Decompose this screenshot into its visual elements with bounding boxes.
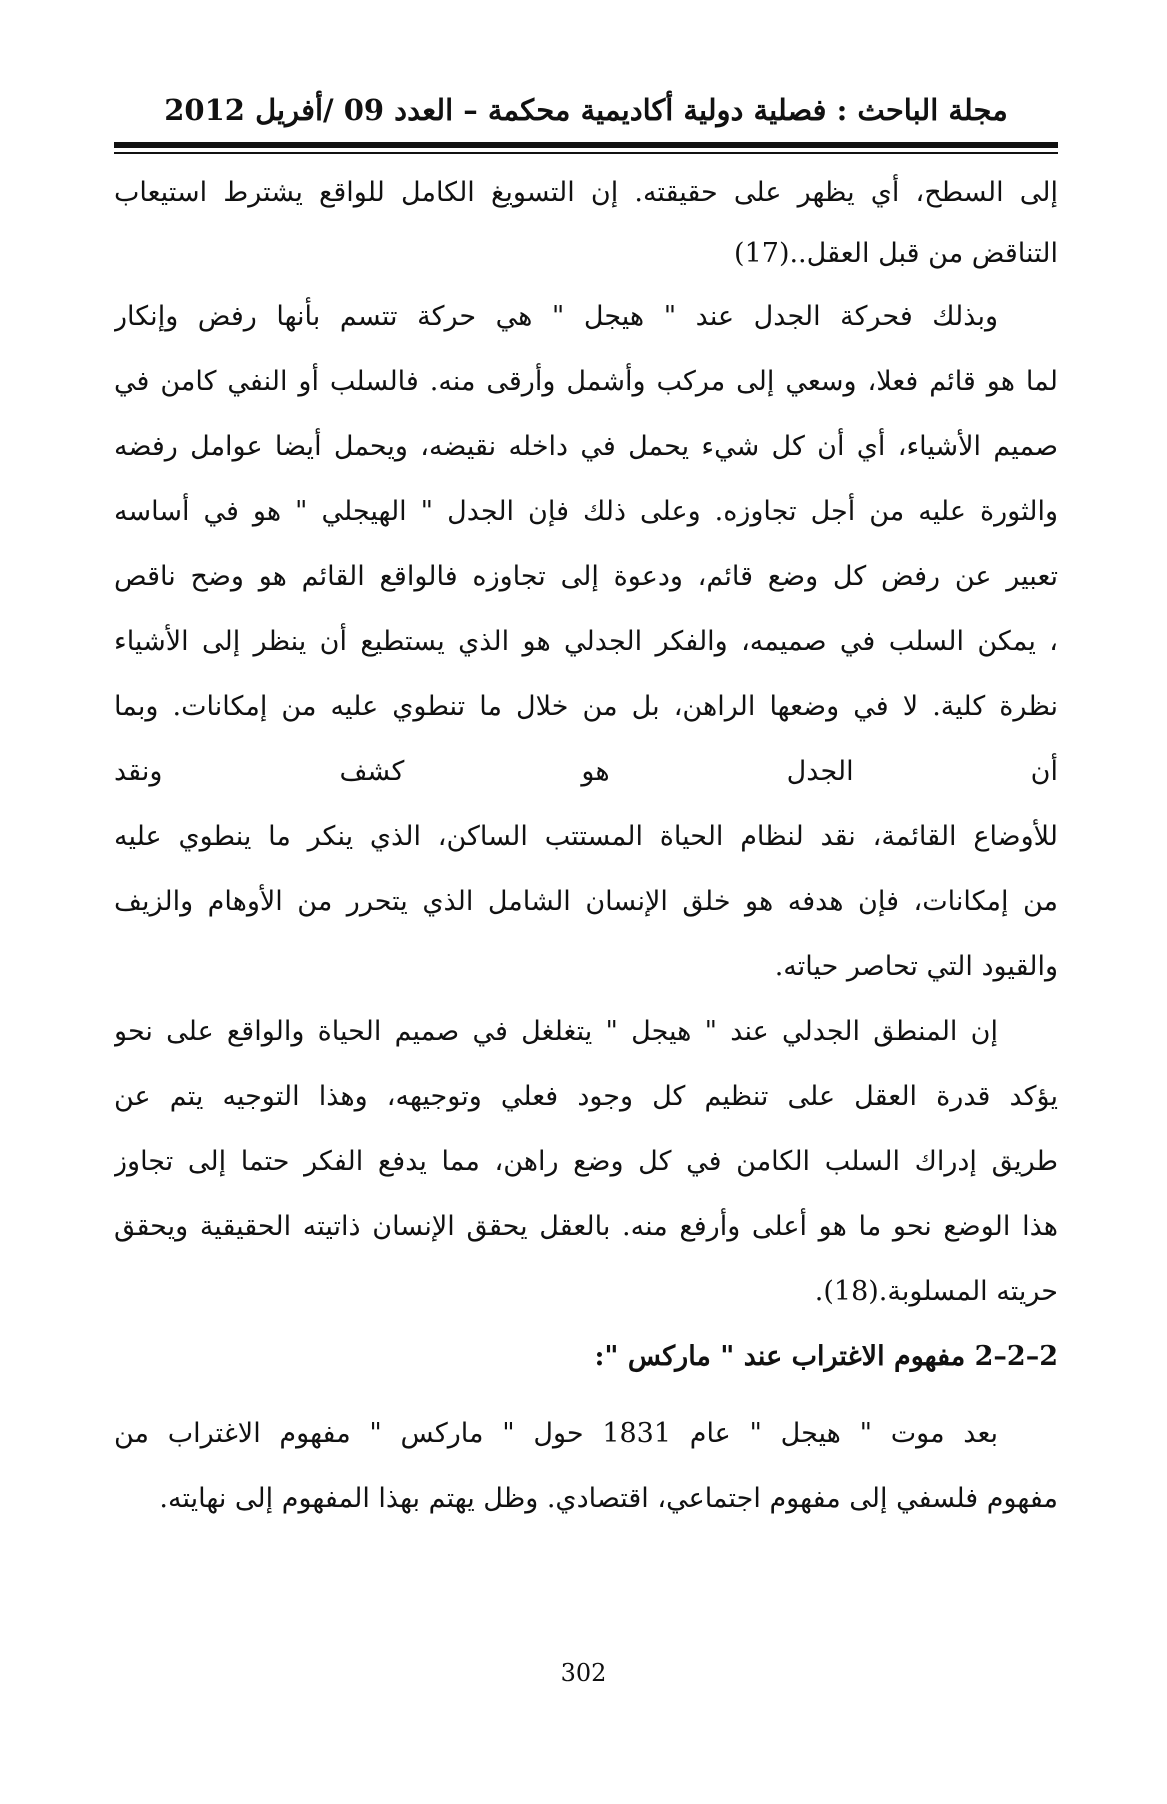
text-line: طريق إدراك السلب الكامن في كل وضع راهن، مما يدفع الفكر حتما إلى تجاوز: [114, 1146, 1058, 1177]
text-line: والثورة عليه من أجل تجاوزه. وعلى ذلك فإن الجدل " الهيجلي " هو في أساسه: [114, 496, 1058, 527]
text-line: حريته المسلوبة.(18).: [814, 1276, 1058, 1307]
text-line: مفهوم فلسفي إلى مفهوم اجتماعي، اقتصادي. وظل يهتم بهذا المفهوم إلى نهايته.: [159, 1483, 1058, 1514]
text-line: التناقض من قبل العقل..(17): [734, 238, 1058, 269]
header-rule-thick: [114, 142, 1058, 148]
journal-header: مجلة الباحث : فصلية دولية أكاديمية محكمة – العدد 09 /أفريل 2012: [164, 93, 1008, 127]
header-rule-thin: [114, 152, 1058, 154]
text-line: إلى السطح، أي يظهر على حقيقته. إن التسويغ الكامل للواقع يشترط استيعاب: [114, 177, 1058, 208]
text-line: نظرة كلية. لا في وضعها الراهن، بل من خلال ما تنطوي عليه من إمكانات. وبما: [114, 691, 1058, 722]
text-line: يؤكد قدرة العقل على تنظيم كل وجود فعلي وتوجيهه، وهذا التوجيه يتم عن: [114, 1081, 1058, 1112]
text-line: والقيود التي تحاصر حياته.: [774, 951, 1058, 982]
text-line: للأوضاع القائمة، نقد لنظام الحياة المستتب الساكن، الذي ينكر ما ينطوي عليه: [114, 821, 1058, 852]
text-line: إن المنطق الجدلي عند " هيجل " يتغلغل في صميم الحياة والواقع على نحو: [114, 1016, 998, 1047]
text-line: هذا الوضع نحو ما هو أعلى وأرفع منه. بالعقل يحقق الإنسان ذاتيته الحقيقية ويحقق: [114, 1211, 1058, 1242]
text-line: بعد موت " هيجل " عام 1831 حول " ماركس " مفهوم الاغتراب من: [114, 1418, 998, 1449]
section-heading: 2–2–2 مفهوم الاغتراب عند " ماركس ":: [594, 1341, 1058, 1372]
text-line: أن الجدل هو كشف ونقد: [114, 756, 1058, 787]
text-line: تعبير عن رفض كل وضع قائم، ودعوة إلى تجاوزه فالواقع القائم هو وضح ناقص: [114, 561, 1058, 592]
text-line: ، يمكن السلب في صميمه، والفكر الجدلي هو الذي يستطيع أن ينظر إلى الأشياء: [114, 626, 1058, 657]
text-line: لما هو قائم فعلا، وسعي إلى مركب وأشمل وأرقى منه. فالسلب أو النفي كامن في: [114, 366, 1058, 397]
text-line: وبذلك فحركة الجدل عند " هيجل " هي حركة تتسم بأنها رفض وإنكار: [114, 301, 998, 332]
text-line: صميم الأشياء، أي أن كل شيء يحمل في داخله نقيضه، ويحمل أيضا عوامل رفضه: [114, 431, 1058, 462]
text-line: من إمكانات، فإن هدفه هو خلق الإنسان الشامل الذي يتحرر من الأوهام والزيف: [114, 886, 1058, 917]
page-number: 302: [560, 1659, 607, 1687]
